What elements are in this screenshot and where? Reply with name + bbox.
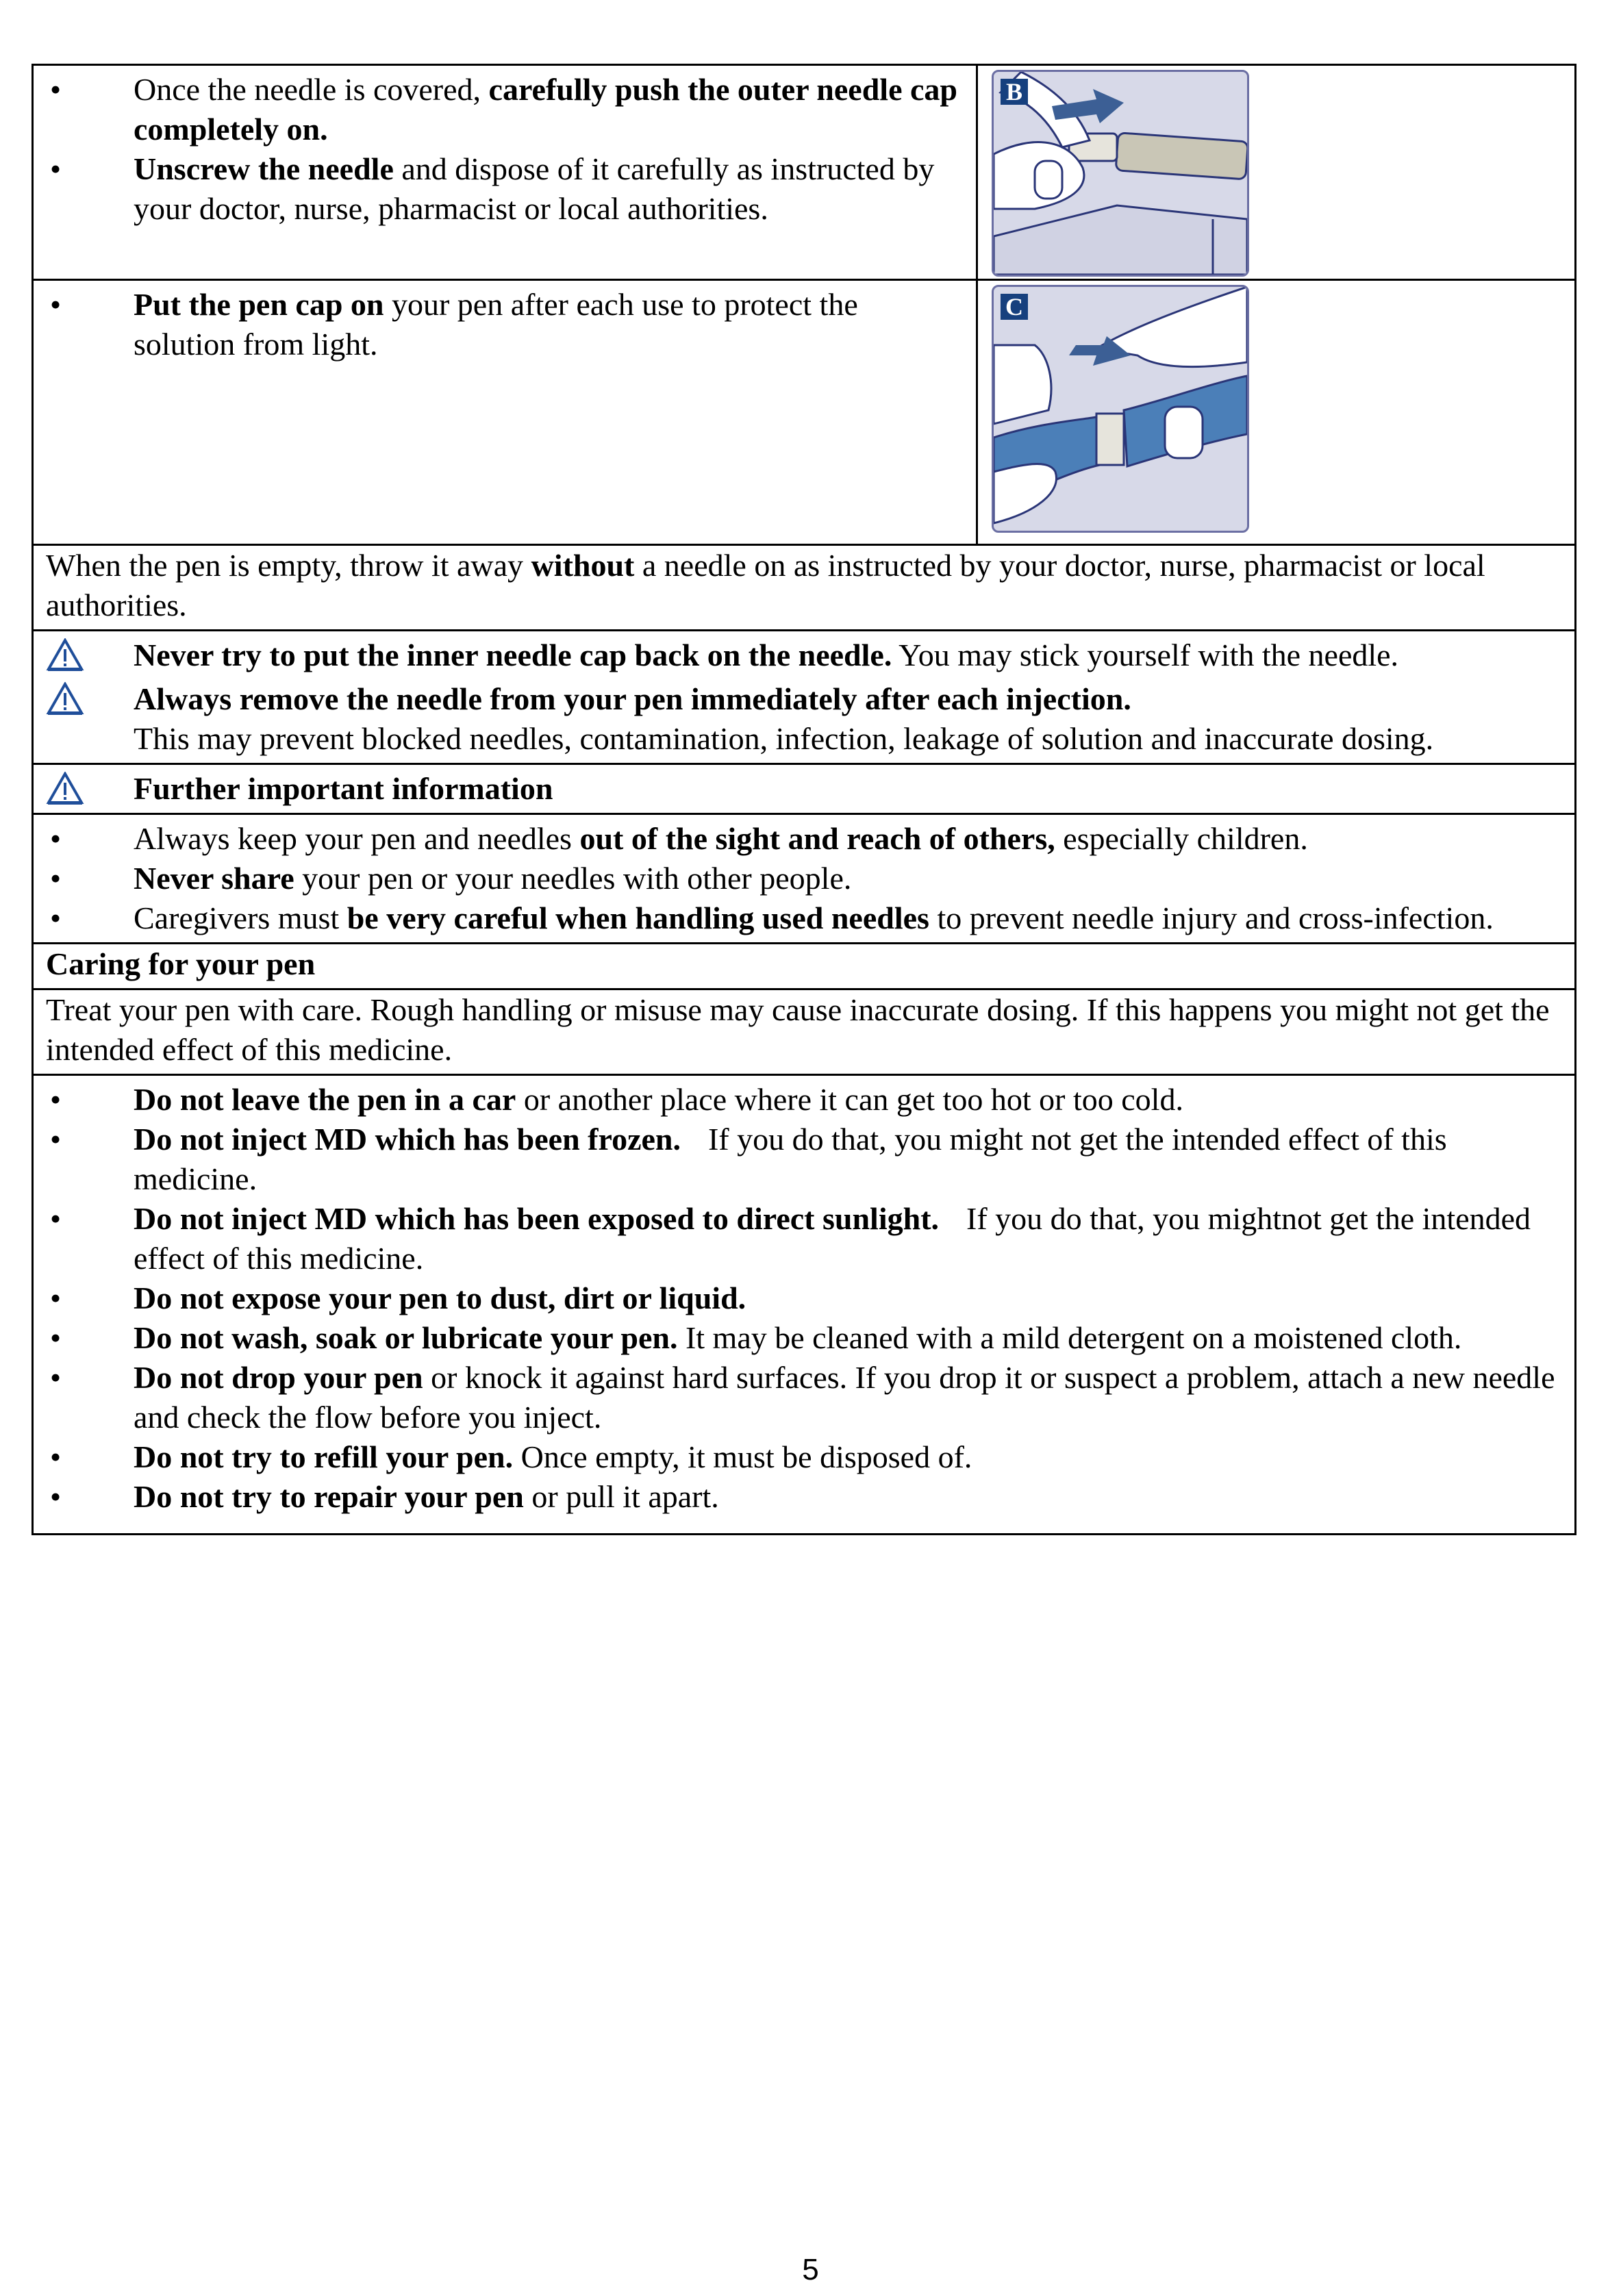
list-item: • Unscrew the needle and dispose of it carefully as instructed by your doctor, nurse, pharmacist or local authorities. xyxy=(46,149,964,229)
bullet-glyph: • xyxy=(50,72,62,107)
list-item: • Put the pen cap on your pen after each use to protect the solution from light. xyxy=(46,285,964,364)
caring-heading-row xyxy=(33,944,1576,989)
bullet-list xyxy=(46,1080,1562,1517)
bullet-glyph: • xyxy=(50,1479,62,1514)
list-item: • Do not drop your pen or knock it against hard surfaces. If you drop it or suspect a problem, attach a new needle and check the flow before you inject. xyxy=(46,1358,1562,1437)
bullet-glyph: • xyxy=(50,861,62,896)
further-info-heading-cell xyxy=(33,764,1576,814)
bullet-glyph: • xyxy=(50,1201,62,1236)
further-info-heading-row xyxy=(33,764,1576,814)
disposal-row xyxy=(33,545,1576,631)
bullet-list xyxy=(46,285,964,364)
list-item: • Do not leave the pen in a car or another place where it can get too hot or too cold. xyxy=(46,1080,1562,1120)
caring-heading-cell xyxy=(33,944,1576,989)
warning-item: Never try to put the inner needle cap back on the needle. You may stick yourself with the needle. xyxy=(46,635,1562,675)
disposal-text: When the pen is empty, throw it away without a needle on as instructed by your doctor, nurse, pharmacist or local authorities. xyxy=(33,545,1576,631)
warning-triangle-icon xyxy=(46,638,84,672)
caring-intro: Treat your pen with care. Rough handling or misuse may cause inaccurate dosing. If this happens you might not get the intended effect of this medicine. xyxy=(33,989,1576,1075)
further-info-heading-wrap xyxy=(46,769,1562,809)
bullet-glyph: • xyxy=(50,821,62,856)
bullet-glyph: • xyxy=(50,287,62,322)
figure-b-cell xyxy=(977,65,1576,280)
put-pen-cap-on-illustration xyxy=(992,285,1249,533)
further-info-list-cell xyxy=(33,814,1576,944)
list-item: • Do not try to refill your pen. Once empty, it must be disposed of. xyxy=(46,1437,1562,1477)
list-item: • Never share your pen or your needles with other people. xyxy=(46,859,1562,898)
bullet-glyph: • xyxy=(50,1122,62,1157)
step-put-cap-row xyxy=(33,280,1576,545)
bullet-glyph: • xyxy=(50,1082,62,1117)
step-remove-needle-text xyxy=(33,65,977,280)
warnings-row xyxy=(33,631,1576,764)
list-item: • Do not expose your pen to dust, dirt or liquid. xyxy=(46,1278,1562,1318)
warning-item: Always remove the needle from your pen immediately after each injection. This may prevent blocked needles, contamination, infection, leakage of solution and inaccurate dosing. xyxy=(46,679,1562,759)
figure-label-b: B xyxy=(1001,79,1028,105)
caring-list-row xyxy=(33,1075,1576,1535)
put-cap-icon xyxy=(994,287,1247,531)
bullet-glyph: • xyxy=(50,900,62,935)
remove-needle-cap-illustration xyxy=(992,70,1249,277)
warning-triangle-icon xyxy=(46,682,84,716)
step-put-cap-text xyxy=(33,280,977,545)
list-item: • Do not inject MD which has been exposed to direct sunlight. If you do that, you mightnot get the intended effect of this medicine. xyxy=(46,1199,1562,1278)
caring-list-cell xyxy=(33,1075,1576,1535)
remove-needle-icon xyxy=(994,72,1247,275)
warnings-cell xyxy=(33,631,1576,764)
figure-c-cell xyxy=(977,280,1576,545)
warning-triangle-icon xyxy=(46,772,84,806)
list-item: • Always keep your pen and needles out of the sight and reach of others, especially children. xyxy=(46,819,1562,859)
bullet-list xyxy=(46,70,964,229)
further-info-heading: Further important information xyxy=(134,771,553,806)
list-item: • Caregivers must be very careful when handling used needles to prevent needle injury and cross-infection. xyxy=(46,898,1562,938)
bullet-list xyxy=(46,819,1562,938)
bullet-glyph: • xyxy=(50,1320,62,1355)
list-item: • Do not inject MD which has been frozen. If you do that, you might not get the intended effect of this medicine. xyxy=(46,1120,1562,1199)
caring-heading: Caring for your pen xyxy=(46,946,316,981)
list-item: • Do not try to repair your pen or pull it apart. xyxy=(46,1477,1562,1517)
list-item: • Do not wash, soak or lubricate your pen. It may be cleaned with a mild detergent on a moistened cloth. xyxy=(46,1318,1562,1358)
bullet-glyph: • xyxy=(50,1360,62,1395)
caring-intro-row xyxy=(33,989,1576,1075)
further-info-list-row xyxy=(33,814,1576,944)
bullet-glyph: • xyxy=(50,151,62,186)
figure-label-c: C xyxy=(1001,294,1028,320)
step-remove-needle-row xyxy=(33,65,1576,280)
instructions-table xyxy=(32,64,1576,1535)
page-number: 5 xyxy=(802,2253,819,2286)
bullet-glyph: • xyxy=(50,1439,62,1474)
list-item: • Once the needle is covered, carefully push the outer needle cap completely on. xyxy=(46,70,964,149)
bullet-glyph: • xyxy=(50,1281,62,1315)
